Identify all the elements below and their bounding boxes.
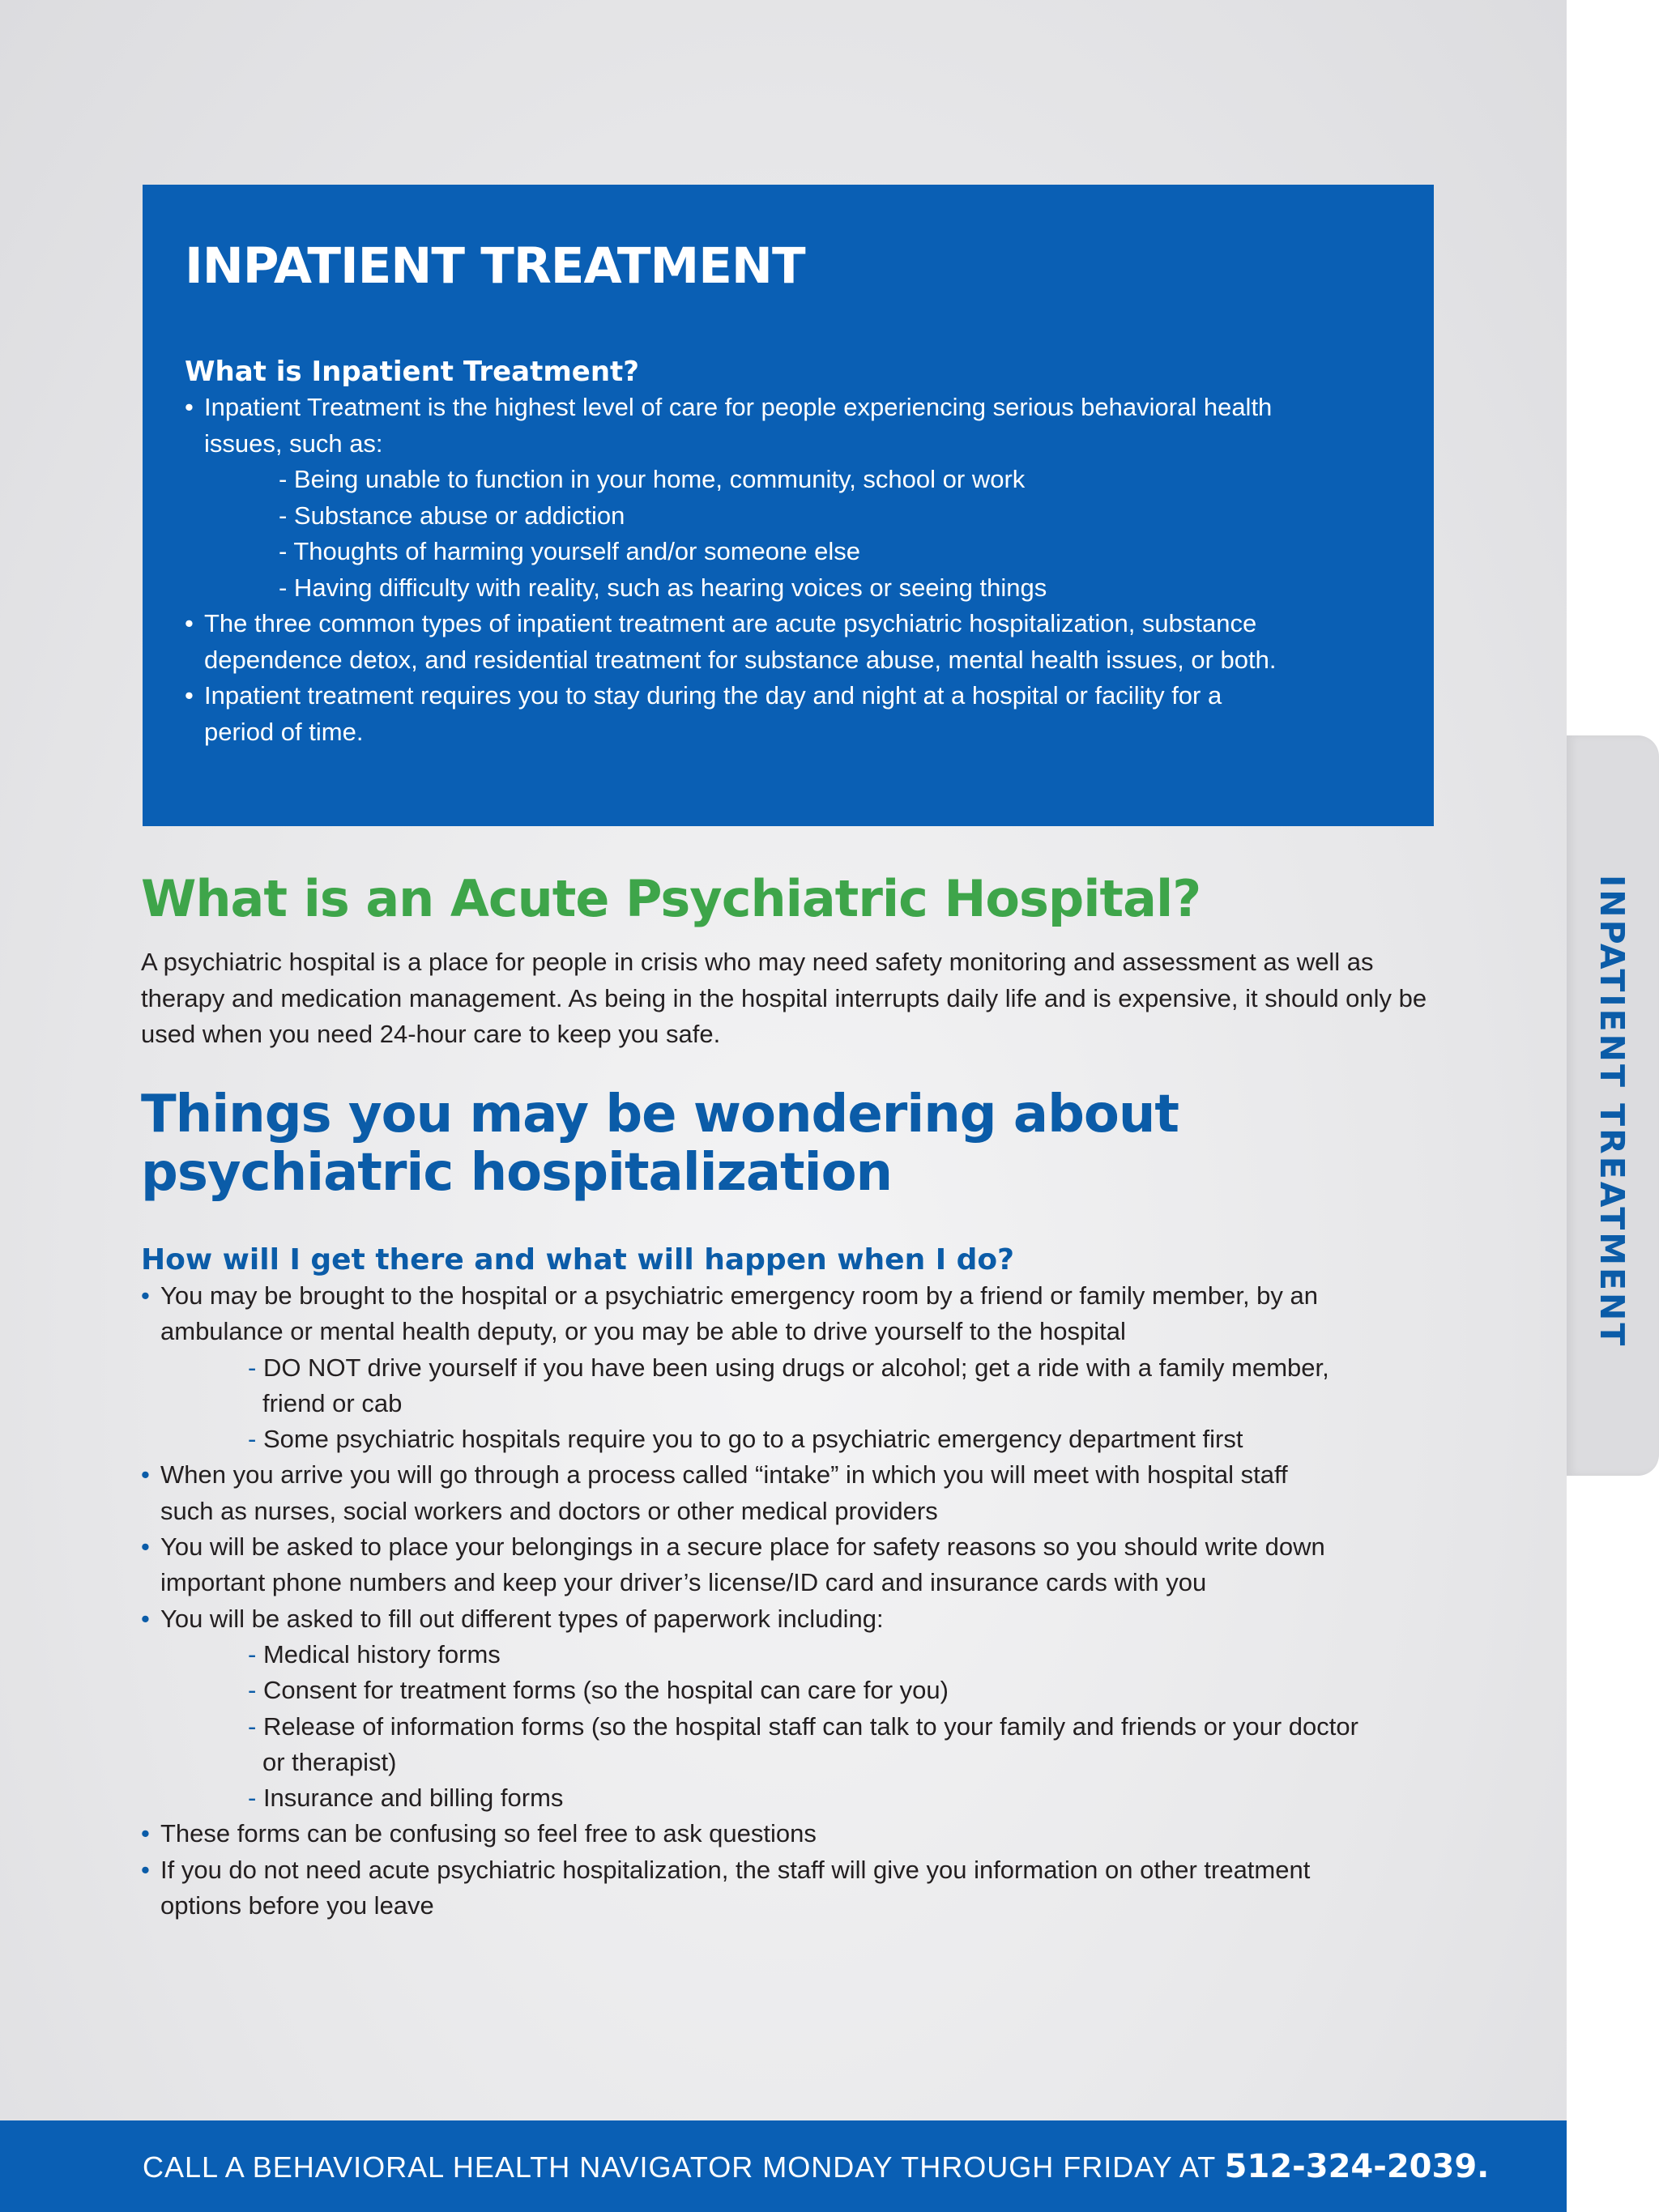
list-item: • If you do not need acute psychiatric hospitalization, the staff will give you information on other treatment options before you leave bbox=[141, 1852, 1437, 1924]
sub-item: - Consent for treatment forms (so the hospital can care for you) bbox=[248, 1676, 949, 1705]
dash-marker: - bbox=[248, 1425, 263, 1454]
sub-item: - Some psychiatric hospitals require you to go to a psychiatric emergency department first bbox=[248, 1425, 1243, 1454]
list-item: • When you arrive you will go through a process called “intake” in which you will meet with hospital staff such as nurses, social workers and doctors or other medical providers bbox=[141, 1457, 1437, 1529]
list-item: • These forms can be confusing so feel free to ask questions bbox=[141, 1816, 1437, 1852]
sub-item: - Release of information forms (so the hospital staff can talk to your family and friends or your doctor or therapist) bbox=[248, 1711, 1358, 1776]
list-item: • Inpatient Treatment is the highest level of care for people experiencing serious behavioral health issues, such as: bbox=[185, 390, 1392, 462]
sub-item: - Medical history forms bbox=[248, 1639, 501, 1669]
list-item: • Inpatient treatment requires you to stay during the day and night at a hospital or facility for a period of time. bbox=[185, 678, 1392, 750]
list-item: • You will be asked to fill out different types of paperwork including: bbox=[141, 1601, 1437, 1637]
sub-item: - DO NOT drive yourself if you have been using drugs or alcohol; get a ride with a family member, friend or cab bbox=[248, 1353, 1329, 1417]
list-item: • You may be brought to the hospital or a psychiatric emergency room by a friend or family member, by an ambulance or mental health deputy, or you may be able to drive yourself to the hospital bbox=[141, 1278, 1437, 1350]
footer-banner bbox=[0, 2120, 1567, 2212]
dash-marker: - bbox=[248, 1784, 263, 1813]
sub-item: - Being unable to function in your home, community, school or work bbox=[279, 465, 1026, 493]
box-subheading: What is Inpatient Treatment? bbox=[185, 356, 640, 388]
box-body bbox=[185, 390, 1392, 750]
dash-marker: - bbox=[248, 1353, 263, 1382]
dash-marker: - bbox=[248, 1676, 263, 1705]
dash-marker: - bbox=[248, 1639, 263, 1669]
box-title: INPATIENT TREATMENT bbox=[185, 237, 805, 295]
question-heading: How will I get there and what will happen when I do? bbox=[141, 1243, 1015, 1276]
wondering-heading: Things you may be wondering about psychiatric hospitalization bbox=[141, 1085, 1179, 1203]
acute-hospital-paragraph: A psychiatric hospital is a place for people in crisis who may need safety monitoring and assessment as well as therapy and medication management. As being in the hospital interrupts daily life and is expensive, it should only be used when you need 24-hour care to keep you safe. bbox=[141, 948, 1427, 1048]
question-answer-list bbox=[141, 1278, 1437, 1924]
list-item: • The three common types of inpatient treatment are acute psychiatric hospitalization, substance dependence detox, and residential treatment for substance abuse, mental health issues, or both. bbox=[185, 606, 1392, 678]
sub-item: - Thoughts of harming yourself and/or someone else bbox=[279, 537, 860, 565]
inpatient-info-box bbox=[143, 185, 1434, 826]
footer-text: CALL A BEHAVIORAL HEALTH NAVIGATOR MONDAY THROUGH FRIDAY AT 512-324-2039. bbox=[143, 2147, 1490, 2185]
acute-hospital-heading: What is an Acute Psychiatric Hospital? bbox=[141, 869, 1201, 928]
dash-marker: - bbox=[248, 1711, 263, 1741]
sub-item: - Substance abuse or addiction bbox=[279, 501, 625, 530]
sub-item: - Insurance and billing forms bbox=[248, 1784, 564, 1813]
section-tab-label: INPATIENT TREATMENT bbox=[1593, 875, 1631, 1349]
list-item: • You will be asked to place your belongings in a secure place for safety reasons so you should write down important phone numbers and keep your driver’s license/ID card and insurance cards with you bbox=[141, 1529, 1437, 1601]
phone-number[interactable]: 512-324-2039. bbox=[1224, 2147, 1490, 2185]
sub-item: - Having difficulty with reality, such as hearing voices or seeing things bbox=[279, 573, 1047, 602]
